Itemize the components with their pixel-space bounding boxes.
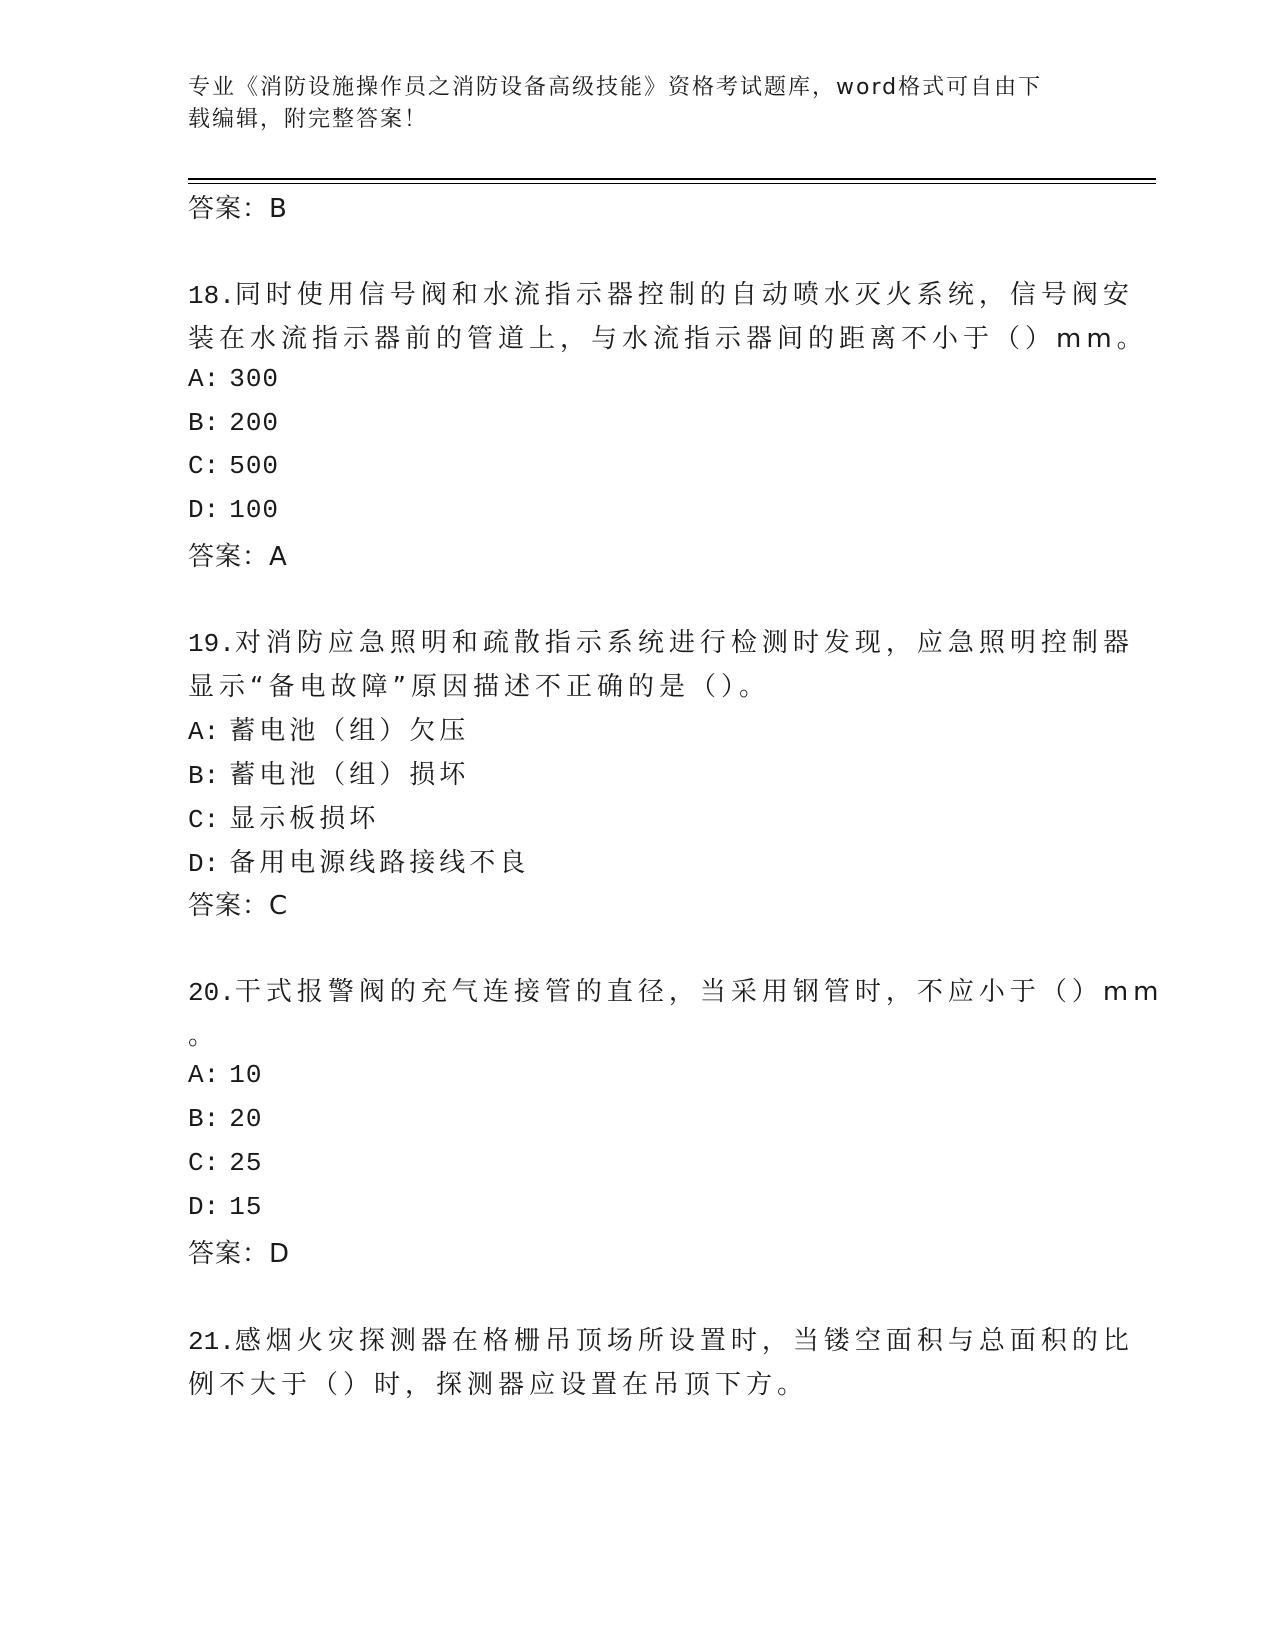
option-letter: C:: [188, 451, 220, 481]
question-number: 21.: [188, 1327, 235, 1357]
option-letter: C:: [188, 805, 220, 835]
header-line-1: 专业《消防设施操作员之消防设备高级技能》资格考试题库，word格式可自由下: [188, 75, 1043, 100]
question-19-line-1: [188, 622, 1134, 659]
question-text: 干式报警阀的充气连接管的直径，当采用钢管时，不应小于（）mm: [234, 977, 1164, 1007]
option-text: 500: [229, 451, 280, 481]
option-text: 15: [229, 1192, 263, 1222]
question-number: 18.: [188, 281, 235, 311]
option-b: [188, 1103, 262, 1134]
option-c: [188, 450, 279, 481]
option-a: [188, 710, 469, 747]
option-b: [188, 754, 469, 791]
option-b: [188, 407, 279, 438]
question-21-line-2: 例不大于（）时，探测器应设置在吊顶下方。: [188, 1370, 809, 1400]
option-c: [188, 798, 379, 835]
answer-18: 答案：A: [188, 542, 288, 572]
header-line-2: 载编辑，附完整答案！: [188, 107, 429, 132]
option-letter: B:: [188, 1104, 220, 1134]
question-text: 同时使用信号阀和水流指示器控制的自动喷水灭火系统，信号阀安: [234, 280, 1134, 310]
option-text: 200: [229, 408, 280, 438]
option-letter: A:: [188, 364, 220, 394]
option-text: 100: [229, 495, 280, 525]
option-text: 备用电源线路接线不良: [229, 848, 530, 878]
answer-19: 答案：C: [188, 891, 289, 921]
question-number: 19.: [188, 629, 235, 659]
option-text: 10: [229, 1060, 263, 1090]
question-19-line-2: 显示“备电故障”原因描述不正确的是（）。: [188, 672, 770, 702]
option-d: [188, 494, 279, 525]
header-rule-thick: [188, 178, 1156, 180]
option-letter: D:: [188, 495, 220, 525]
answer-20: 答案：D: [188, 1239, 291, 1269]
option-letter: B:: [188, 761, 220, 791]
previous-answer: 答案：B: [188, 194, 288, 224]
question-number: 20.: [188, 978, 235, 1008]
option-c: [188, 1147, 262, 1178]
question-18-line-2: 装在水流指示器前的管道上，与水流指示器间的距离不小于（）mm。: [188, 324, 1148, 354]
option-d: [188, 1191, 262, 1222]
question-text: 感烟火灾探测器在格栅吊顶场所设置时，当镂空面积与总面积的比: [234, 1326, 1134, 1356]
question-20-line-2: 。: [188, 1021, 220, 1051]
option-a: [188, 1059, 262, 1090]
question-20-line-1: [188, 971, 1163, 1008]
option-text: 蓄电池（组）损坏: [229, 760, 470, 790]
option-letter: A:: [188, 717, 220, 747]
question-18-line-1: [188, 274, 1134, 311]
question-21-line-1: [188, 1320, 1134, 1357]
option-text: 20: [229, 1104, 263, 1134]
option-letter: D:: [188, 849, 220, 879]
option-a: [188, 363, 279, 394]
option-text: 显示板损坏: [229, 804, 380, 834]
header-rule-thin: [188, 183, 1156, 184]
option-letter: D:: [188, 1192, 220, 1222]
option-letter: A:: [188, 1060, 220, 1090]
question-text: 对消防应急照明和疏散指示系统进行检测时发现，应急照明控制器: [234, 628, 1134, 658]
option-d: [188, 842, 529, 879]
option-text: 蓄电池（组）欠压: [229, 716, 470, 746]
option-letter: C:: [188, 1148, 220, 1178]
document-header: [188, 72, 1068, 136]
option-text: 25: [229, 1148, 263, 1178]
option-text: 300: [229, 364, 280, 394]
option-letter: B:: [188, 408, 220, 438]
